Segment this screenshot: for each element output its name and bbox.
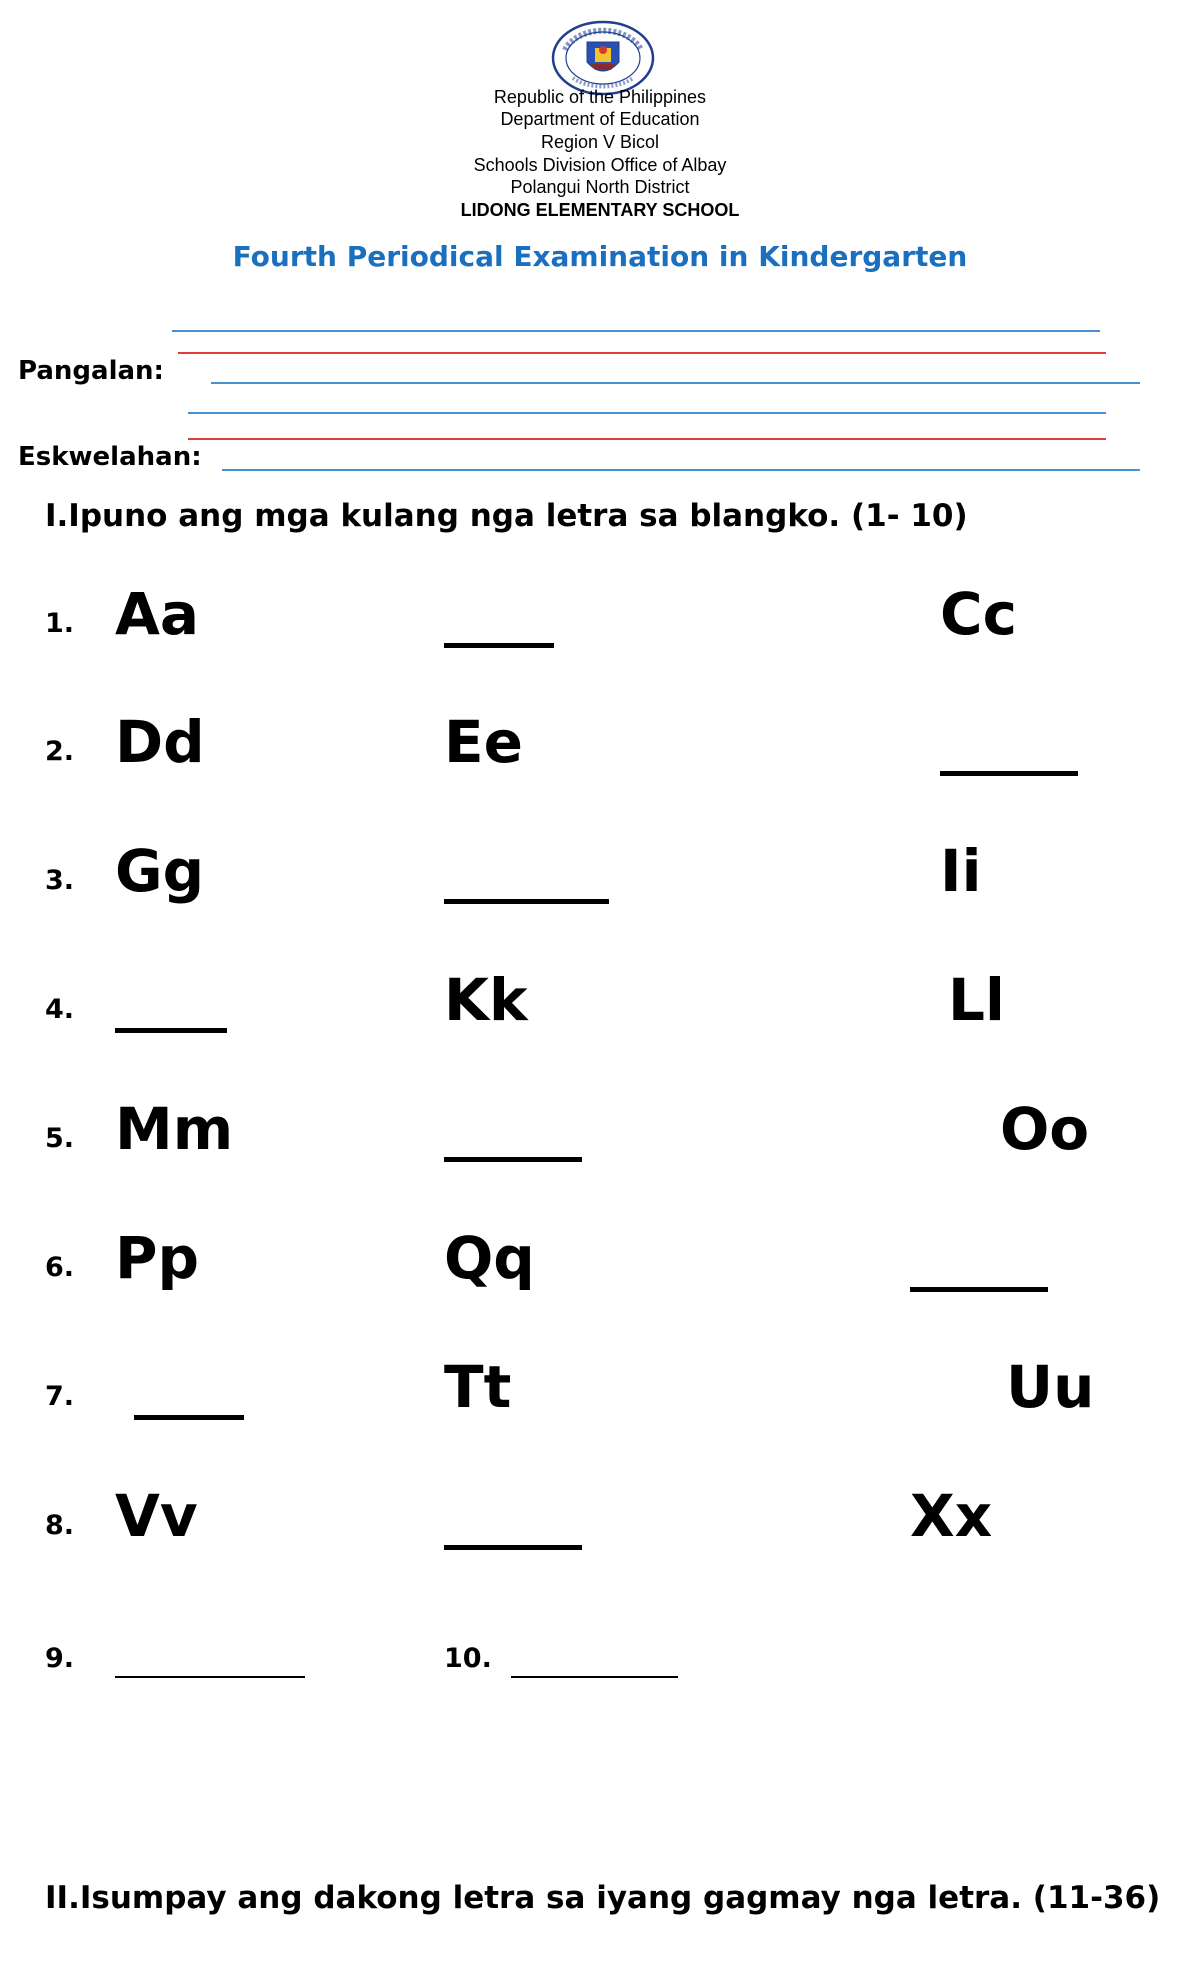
school-line[interactable] [222, 469, 1140, 471]
answer-blank[interactable] [940, 771, 1078, 776]
letter-ii: Ii [940, 837, 982, 905]
answer-blank[interactable] [115, 1028, 227, 1033]
header-region: Region V Bicol [540, 132, 660, 152]
answer-blank[interactable] [444, 1545, 582, 1550]
item-number: 3. [45, 865, 75, 896]
section1-heading: I.Ipuno ang mga kulang nga letra sa blangko. (1- 10) [45, 498, 968, 534]
writing-line-mid [178, 352, 1106, 354]
item-number: 4. [45, 994, 75, 1025]
item-number: 2. [45, 736, 75, 767]
header-department: Department of Education [500, 109, 700, 129]
item-number: 10. [444, 1643, 492, 1674]
section2-heading: II.Isumpay ang dakong letra sa iyang gagmay nga letra. (11-36) [45, 1880, 1161, 1916]
letter-dd: Dd [115, 708, 205, 776]
letter-ll: Ll [948, 966, 1005, 1034]
letter-qq: Qq [444, 1224, 535, 1292]
exam-title: Fourth Periodical Examination in Kindergarten [232, 240, 968, 273]
answer-blank[interactable] [444, 899, 609, 904]
item-number: 5. [45, 1123, 75, 1154]
writing-line-top [172, 330, 1100, 332]
letter-cc: Cc [940, 580, 1017, 648]
item-number: 9. [45, 1643, 75, 1674]
item-number: 8. [45, 1510, 75, 1541]
letter-vv: Vv [115, 1482, 198, 1550]
writing-line-top-2 [188, 412, 1106, 414]
letter-kk: Kk [444, 966, 528, 1034]
name-line[interactable] [211, 382, 1140, 384]
header-republic: Republic of the Philippines [493, 87, 707, 107]
letter-pp: Pp [115, 1224, 200, 1292]
letter-xx: Xx [910, 1482, 993, 1550]
school-label: Eskwelahan: [18, 442, 202, 472]
answer-blank[interactable] [444, 1157, 582, 1162]
item-number: 1. [45, 608, 75, 639]
deped-seal-logo [551, 20, 655, 96]
letter-gg: Gg [115, 837, 205, 905]
item-number: 7. [45, 1381, 75, 1412]
answer-blank[interactable] [444, 643, 554, 648]
name-label: Pangalan: [18, 356, 164, 386]
answer-blank[interactable] [910, 1287, 1048, 1292]
letter-oo: Oo [1000, 1095, 1090, 1163]
letter-uu: Uu [1006, 1353, 1095, 1421]
answer-blank[interactable] [134, 1415, 244, 1420]
answer-blank[interactable] [115, 1676, 305, 1678]
header-division: Schools Division Office of Albay [473, 155, 727, 175]
answer-blank[interactable] [511, 1676, 678, 1678]
header-district: Polangui North District [510, 177, 690, 197]
letter-tt: Tt [444, 1353, 512, 1421]
item-number: 6. [45, 1252, 75, 1283]
letter-ee: Ee [444, 708, 523, 776]
header-school: LIDONG ELEMENTARY SCHOOL [460, 200, 740, 220]
writing-line-mid-2 [188, 438, 1106, 440]
letter-mm: Mm [115, 1095, 234, 1163]
letter-aa: Aa [115, 580, 200, 648]
